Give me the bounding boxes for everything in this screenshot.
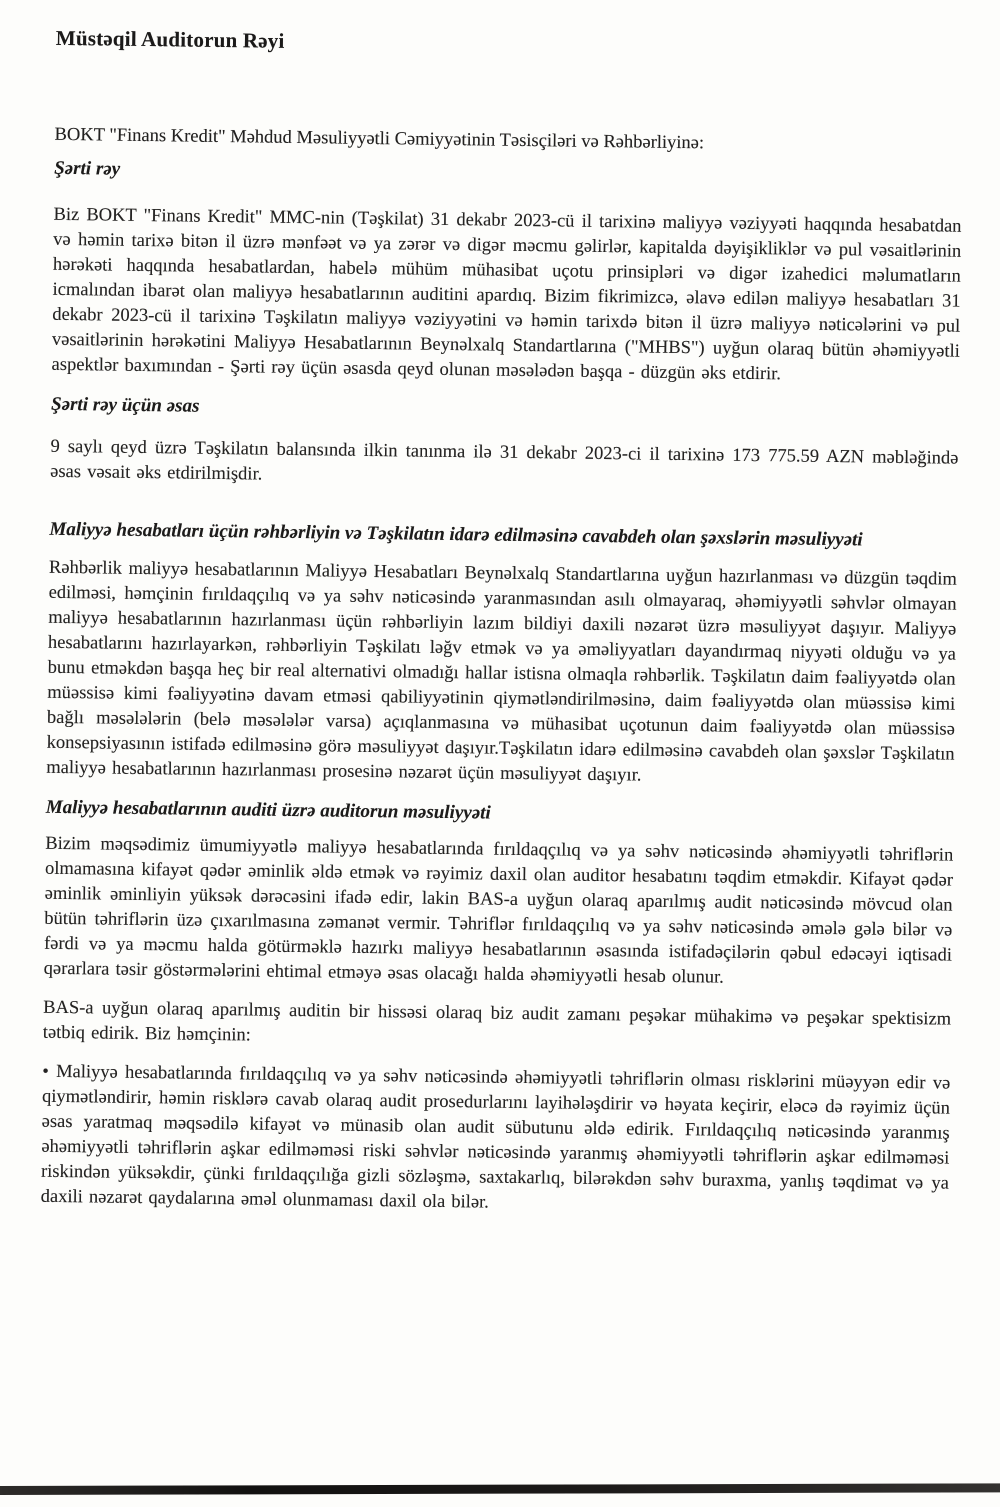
section-basis-for-qualified-opinion (50, 392, 959, 497)
recipient-line: BOKT "Finans Kredit" Məhdud Məsuliyyətli Cəmiyyətinin Təsisçiləri və Rəhbərliyinə: (54, 123, 962, 160)
section-heading-basis: Şərti rəy üçün əsas (51, 392, 959, 429)
section-heading-auditor-responsibility: Maliyyə hesabatlarının auditi üzrə auditorun məsuliyyəti (46, 795, 954, 832)
section-management-responsibility (46, 517, 957, 793)
paragraph-basis: 9 saylı qeyd üzrə Təşkilatın balansında ilkin tanınma ilə 31 dekabr 2023-ci il tarixinə 173 775.59 AZN məbləğində əsas vəsait əks etdirilmişdir. (50, 435, 959, 497)
paragraph-management-responsibility: Rəhbərlik maliyyə hesabatlarının Maliyyə Hesabatları Beynəlxalq Standartlarına uyğun hazırlanması və düzgün təqdim edilməsi, həmçinin fırıldaqçılıq və ya səhv nəticəsində yaranmasından asılı olmayaraq, əhəmiyyətli səhvlər olmayan maliyyə hesabatlarının hazırlanması üçün rəhbərliyin lazım bildiyi daxili nəzarət üzrə məsuliyyət daşıyır. Maliyyə hesabatlarını hazırlayarkən, rəhbərliyin Təşkilatı ləğv etmək və ya əməliyyatları dayandırmaq niyyəti olduğu və ya bunu etməkdən başqa heç bir real alternativi olmadığı hallar istisna olmaqla rəhbərlik. Təşkilatın daim fəaliyyətdə olan müəssisə kimi fəaliyyətinə davam etməsi qabiliyyətinin qiymətləndirilməsinə, daim fəaliyyətdə olan müəssisə kimi bağlı məsələlərin (belə məsələlər varsa) açıqlanmasına və mühasibat uçotunun daim fəaliyyətdə olan müəssisə konsepsiyasının istifadə edilməsinə görə məsuliyyət daşıyır.Təşkilatın idarə edilməsinə cavabdeh olan şəxslər Təşkilatın maliyyə hesabatlarının hazırlanması prosesinə nəzarət üçün məsuliyyət daşıyır. (46, 556, 957, 793)
section-auditor-responsibility (41, 795, 954, 1222)
section-heading-management-responsibility: Maliyyə hesabatları üçün rəhbərliyin və Təşkilatın idarə edilməsinə cavabdeh olan şəxslərin məsuliyyəti (49, 517, 957, 554)
document-title: Müstəqil Auditorun Rəyi (56, 26, 964, 63)
section-heading-qualified-opinion: Şərti rəy (54, 156, 962, 193)
paragraph-bullet-risk-assessment: • Maliyyə hesabatlarında fırıldaqçılıq və ya səhv nəticəsində əhəmiyyətli təhriflərin olması risklərini müəyyən edir və qiymətləndirir, həmin risklərə cavab olaraq audit prosedurlarını layihələşdirir və həyata keçirir, eləcə də rəyimiz üçün əsas yaratmaq məqsədilə kifayət və münasib olan audit sübutunu əldə edirik. Fırıldaqçılıq nəticəsində yaranmış əhəmiyyətli təhriflərin aşkar edilməməsi riski səhvlər nəticəsində yaranmış əhəmiyyətli təhriflərin aşkar edilməməsi riskindən yüksəkdir, çünki fırıldaqçılığa gizli sözləşmə, saxtakarlıq, bilərəkdən səhv buraxma, yanlış təqdimat və ya daxili nəzarət qaydalarına əməl olunmaması daxil ola bilər. (41, 1060, 951, 1222)
paragraph-bas-procedures: BAS-a uyğun olaraq aparılmış auditin bir hissəsi olaraq biz audit zamanı peşəkar mühakimə və peşəkar spektisizm tətbiq edirik. Biz həmçinin: (43, 996, 952, 1058)
paragraph-opinion: Biz BOKT "Finans Kredit" MMC-nin (Təşkilat) 31 dekabr 2023-cü il tarixinə maliyyə vəziyyəti haqqında hesabatdan və həmin tarixə bitən il üzrə mənfəət və ya zərər və digər məcmu gəlirlər, kapitalda dəyişikliklər və pul vəsaitlərinin hərəkəti haqqında hesabatlardan, habelə mühüm mühasibat uçotu prinsipləri və digər izahedici məlumatların icmalından ibarət olan maliyyə hesabatlarının auditini apardıq. Bizim fikrimizcə, əlavə edilən maliyyə hesabatları 31 dekabr 2023-cü il tarixinə Təşkilatın maliyyə vəziyyətini və həmin tarixdə bitən il üzrə maliyyə nəticələrini və pul vəsaitlərinin hərəkətini Maliyyə Hesabatlarının Beynəlxalq Standartlarına ("MHBS") uyğun olaraq bütün əhəmiyyətli aspektlər baxımından - Şərti rəy üçün əsasda qeyd olunan məsələdən başqa - düzgün əks etdirir. (51, 203, 961, 390)
section-qualified-opinion (51, 156, 962, 390)
paragraph-auditor-objective: Bizim məqsədimiz ümumiyyətlə maliyyə hesabatlarında fırıldaqçılıq və ya səhv nəticəsində əhəmiyyətli təhriflərin olmamasına kifayət qədər əminlik əldə etmək və rəyimiz daxil olan auditor hesabatını təqdim etməkdir. Kifayət qədər əminlik əminliyin yüksək dərəcəsini ifadə edir, lakin BAS-a uyğun olaraq aparılmış audit nəticəsində mövcud olan bütün təhriflərin üzə çıxarılmasına zəmanət vermir. Təhriflər fırıldaqçılıq və ya səhv nəticəsində əmələ gələ bilər və fərdi və ya məcmu halda götürməklə hazırkı maliyyə hesabatlarının əsasında istifadəçilərin qəbul edəcəyi iqtisadi qərarlara təsir göstərmələrini ehtimal etməyə əsas olacağı halda əhəmiyyətli hesab olunur. (44, 832, 954, 994)
